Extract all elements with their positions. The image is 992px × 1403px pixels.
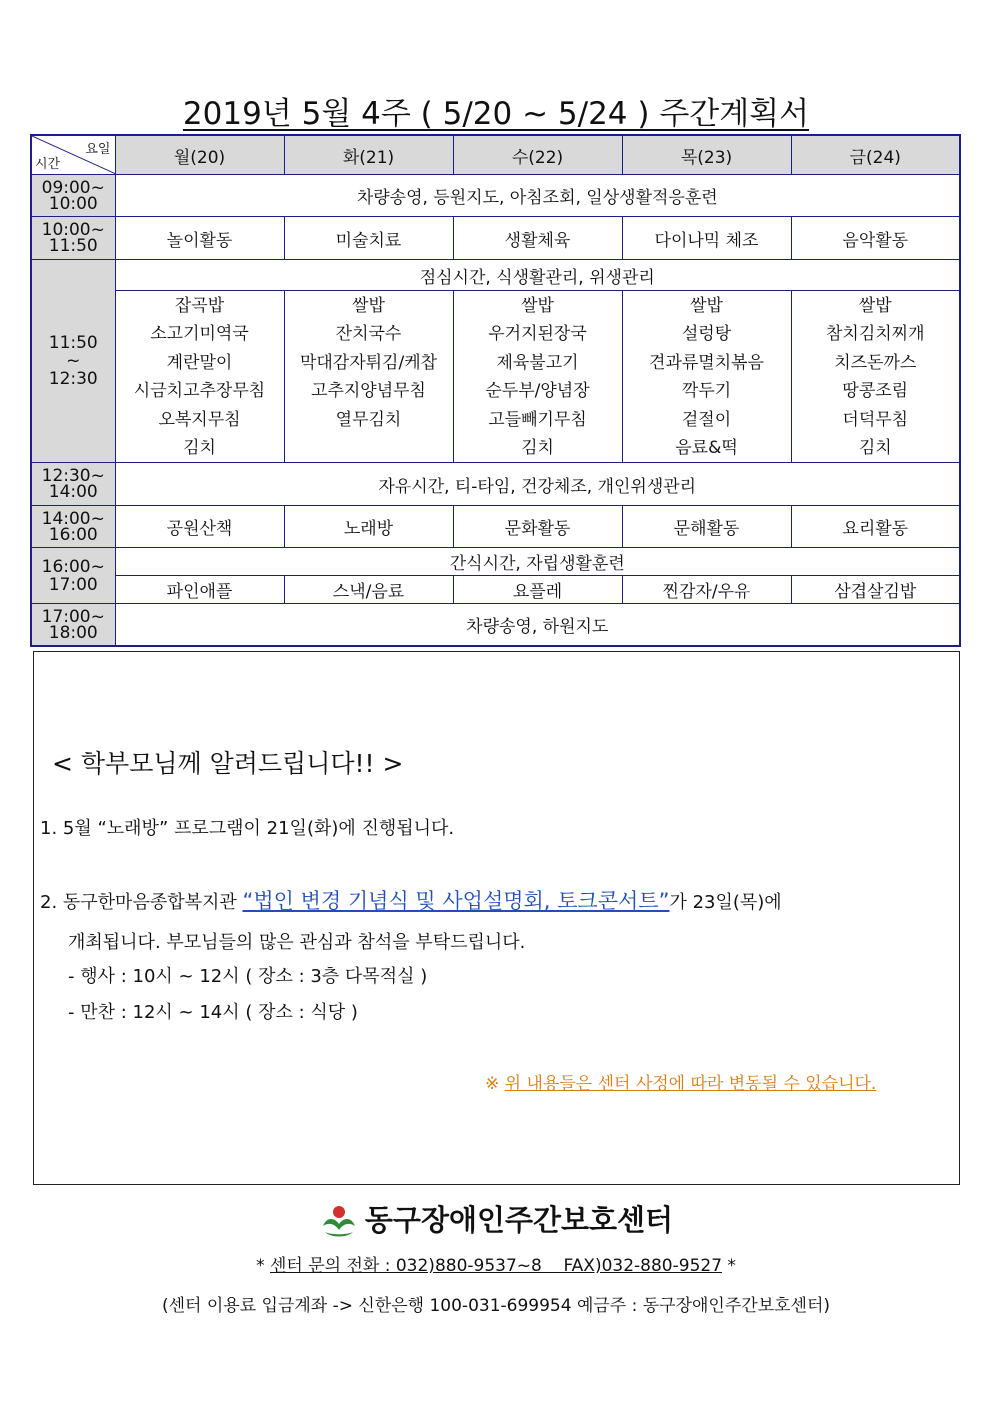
warning-note bbox=[485, 1069, 876, 1094]
corner-day-label: 요일 bbox=[85, 142, 111, 157]
row-1150-menu bbox=[31, 291, 960, 463]
row-1600-title bbox=[31, 548, 960, 576]
account-line: (센터 이용료 입금계좌 -> 신한은행 100-031-699954 예금주 : 동구장애인주간보호센터) bbox=[161, 1296, 831, 1316]
day-header-tue: 화(21) bbox=[284, 135, 453, 175]
snack-cell: 요플레 bbox=[453, 576, 622, 604]
day-header-wed: 수(22) bbox=[453, 135, 622, 175]
menu-cell: 쌀밥 우거지된장국 제육불고기 순두부/양념장 고들빼기무침 김치 bbox=[453, 291, 622, 463]
notice-item-2-prefix: 2. 동구한마음종합복지관 bbox=[40, 892, 243, 913]
row-1230 bbox=[31, 463, 960, 506]
day-header-thu: 목(23) bbox=[622, 135, 791, 175]
snack-title-cell: 간식시간, 자립생활훈련 bbox=[115, 548, 960, 576]
time-cell: 17:00~ 18:00 bbox=[31, 604, 115, 646]
notice-item-2-suffix: 가 23일(목)에 bbox=[669, 892, 782, 913]
center-logo-icon bbox=[319, 1204, 359, 1240]
activity-cell: 놀이활동 bbox=[115, 217, 284, 260]
corner-cell bbox=[31, 135, 115, 175]
lunch-title-cell: 점심시간, 식생활관리, 위생관리 bbox=[115, 260, 960, 291]
activity-cell: 요리활동 bbox=[791, 506, 960, 548]
activity-cell: 노래방 bbox=[284, 506, 453, 548]
notice-item-1: 1. 5월 “노래방” 프로그램이 21일(화)에 진행됩니다. bbox=[40, 818, 455, 839]
notice-item-2 bbox=[40, 885, 782, 915]
row-1150-title bbox=[31, 260, 960, 291]
time-cell: 16:00~ 17:00 bbox=[31, 548, 115, 604]
activity-cell: 다이나믹 체조 bbox=[622, 217, 791, 260]
activity-cell: 미술치료 bbox=[284, 217, 453, 260]
time-cell: 09:00~ 10:00 bbox=[31, 175, 115, 217]
notice-heading: < 학부모님께 알려드립니다!! > bbox=[52, 749, 404, 778]
row-0900 bbox=[31, 175, 960, 217]
menu-cell: 쌀밥 설렁탕 견과류멸치볶음 깍두기 겉절이 음료&떡 bbox=[622, 291, 791, 463]
notice-box bbox=[33, 651, 960, 1185]
center-name: 동구장애인주간보호센터 bbox=[364, 1203, 674, 1237]
activity-cell: 차량송영, 등원지도, 아침조회, 일상생활적응훈련 bbox=[115, 175, 960, 217]
row-1400 bbox=[31, 506, 960, 548]
snack-cell: 파인애플 bbox=[115, 576, 284, 604]
contact-star-right: * bbox=[727, 1256, 736, 1276]
time-cell: 10:00~ 11:50 bbox=[31, 217, 115, 260]
center-logo-row bbox=[0, 1198, 992, 1240]
day-header-fri: 금(24) bbox=[791, 135, 960, 175]
header-row bbox=[31, 135, 960, 175]
row-1000 bbox=[31, 217, 960, 260]
snack-cell: 삼겹살김밥 bbox=[791, 576, 960, 604]
time-cell: 12:30~ 14:00 bbox=[31, 463, 115, 506]
menu-cell: 잡곡밥 소고기미역국 계란말이 시금치고추장무침 오복지무침 김치 bbox=[115, 291, 284, 463]
warning-text: 위 내용들은 센터 사정에 따라 변동될 수 있습니다. bbox=[504, 1074, 877, 1094]
weekly-plan-table bbox=[30, 134, 961, 647]
corner-time-label: 시간 bbox=[35, 157, 61, 172]
menu-cell: 쌀밥 참치김치찌개 치즈돈까스 땅콩조림 더덕무침 김치 bbox=[791, 291, 960, 463]
time-cell: 11:50 ~ 12:30 bbox=[31, 260, 115, 463]
activity-cell: 자유시간, 티-타임, 건강체조, 개인위생관리 bbox=[115, 463, 960, 506]
event-time-line: - 행사 : 10시 ~ 12시 ( 장소 : 3층 다목적실 ) bbox=[68, 966, 428, 987]
row-1700 bbox=[31, 604, 960, 646]
day-header-mon: 월(20) bbox=[115, 135, 284, 175]
activity-cell: 차량송영, 하원지도 bbox=[115, 604, 960, 646]
activity-cell: 생활체육 bbox=[453, 217, 622, 260]
time-cell: 14:00~ 16:00 bbox=[31, 506, 115, 548]
contact-line bbox=[0, 1251, 992, 1276]
snack-cell: 스낵/음료 bbox=[284, 576, 453, 604]
activity-cell: 문화활동 bbox=[453, 506, 622, 548]
contact-info: 센터 문의 전화 : 032)880-9537~8 FAX)032-880-9527 bbox=[269, 1256, 723, 1276]
dinner-time-line: - 만찬 : 12시 ~ 14시 ( 장소 : 식당 ) bbox=[68, 1002, 358, 1023]
snack-cell: 찐감자/우유 bbox=[622, 576, 791, 604]
activity-cell: 공원산책 bbox=[115, 506, 284, 548]
warning-mark: ※ bbox=[485, 1074, 500, 1094]
menu-cell: 쌀밥 잔치국수 막대감자튀김/케찹 고추지양념무침 열무김치 bbox=[284, 291, 453, 463]
notice-item-2-line2: 개최됩니다. 부모님들의 많은 관심과 참석을 부탁드립니다. bbox=[68, 932, 526, 953]
activity-cell: 문해활동 bbox=[622, 506, 791, 548]
event-title-link[interactable]: “법인 변경 기념식 및 사업설명회, 토크콘서트” bbox=[242, 889, 670, 913]
page-title: 2019년 5월 4주 ( 5/20 ~ 5/24 ) 주간계획서 bbox=[182, 96, 810, 132]
contact-star-left: * bbox=[256, 1256, 265, 1276]
activity-cell: 음악활동 bbox=[791, 217, 960, 260]
row-1600-snack bbox=[31, 576, 960, 604]
